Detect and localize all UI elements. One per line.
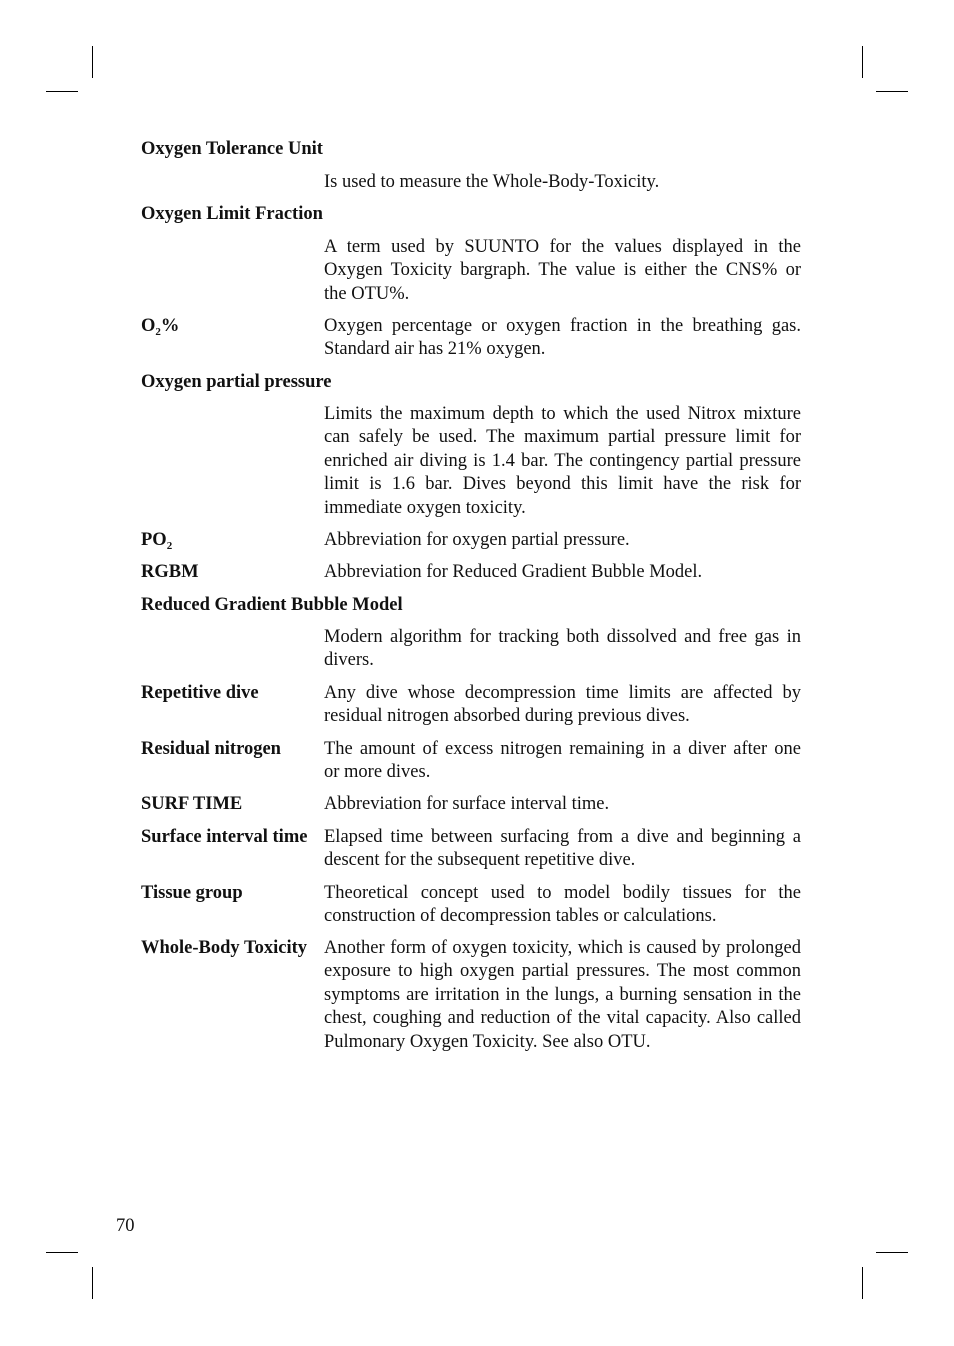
definition-line: limit is 1.6 bar. Dives beyond this limit have the risk for (324, 474, 801, 495)
definition-line: Oxygen percentage or oxygen fraction in the breathing gas. (324, 316, 801, 336)
crop-mark (876, 1252, 908, 1253)
definition-line: Abbreviation for Reduced Gradient Bubble Model. (324, 562, 703, 582)
definition-line: enriched air diving is 1.4 bar. The contingency partial pressure (324, 450, 801, 471)
definition-line: construction of decompression tables or calculations. (324, 906, 717, 927)
glossary-term: Surface interval time (141, 827, 308, 847)
glossary-term: RGBM (141, 562, 199, 582)
glossary-definition (324, 315, 801, 362)
crop-mark (876, 91, 908, 92)
glossary-definition (324, 882, 801, 929)
glossary-definition (324, 171, 801, 194)
definition-line: Pulmonary Oxygen Toxicity. See also OTU. (324, 1031, 651, 1052)
glossary-term: Tissue group (141, 883, 243, 903)
definition-line: A term used by SUUNTO for the values displayed in the (324, 237, 801, 257)
glossary-definition (324, 561, 801, 584)
glossary-definition (324, 626, 801, 673)
definition-line: the OTU%. (324, 283, 410, 304)
glossary-definition (324, 682, 801, 729)
definition-line: Abbreviation for oxygen partial pressure. (324, 530, 630, 550)
definition-line: residual nitrogen absorbed during previous dives. (324, 706, 690, 727)
definition-line: chest, coughing and reduction of the vital capacity. Also called (324, 1008, 801, 1029)
definition-line: exposure to high oxygen partial pressures. The most common (324, 961, 801, 982)
glossary-term: Oxygen Limit Fraction (141, 204, 323, 224)
glossary-term: SURF TIME (141, 794, 243, 814)
crop-mark (92, 1267, 93, 1299)
crop-mark (862, 46, 863, 78)
glossary-definition (324, 236, 801, 306)
definition-line: Modern algorithm for tracking both dissolved and free gas in (324, 627, 801, 647)
glossary-definition (324, 403, 801, 520)
glossary-term: Oxygen partial pressure (141, 372, 332, 392)
definition-line: Oxygen Toxicity bargraph. The value is either the CNS% or (324, 260, 801, 281)
definition-line: or more dives. (324, 762, 431, 783)
definition-line: can safely be used. The maximum partial pressure limit for (324, 427, 801, 448)
glossary-term: $PO_2$ (141, 530, 173, 552)
crop-mark (92, 46, 93, 78)
definition-line: immediate oxygen toxicity. (324, 497, 526, 518)
definition-line: Limits the maximum depth to which the used Nitrox mixture (324, 404, 801, 424)
glossary-term: Reduced Gradient Bubble Model (141, 595, 403, 615)
crop-mark (862, 1267, 863, 1299)
definition-line: Elapsed time between surfacing from a dive and beginning a (324, 827, 801, 847)
glossary-term: Residual nitrogen (141, 739, 281, 759)
glossary-term: Oxygen Tolerance Unit (141, 139, 323, 159)
crop-mark (46, 91, 78, 92)
glossary-term: Whole-Body Toxicity (141, 938, 308, 958)
definition-line: descent for the subsequent repetitive dive. (324, 850, 636, 871)
glossary-term: Repetitive dive (141, 683, 259, 703)
definition-line: Is used to measure the Whole-Body-Toxicity. (324, 172, 660, 192)
glossary-definition (324, 937, 801, 1054)
crop-mark (46, 1252, 78, 1253)
definition-line: symptoms are irritation in the lungs, a burning sensation in the (324, 984, 801, 1005)
definition-line: Another form of oxygen toxicity, which is caused by prolonged (324, 938, 801, 958)
glossary-definition (324, 738, 801, 785)
glossary-definition (324, 529, 801, 552)
definition-line: The amount of excess nitrogen remaining in a diver after one (324, 739, 801, 759)
definition-line: Standard air has 21% oxygen. (324, 339, 546, 360)
glossary-definition (324, 793, 801, 816)
definition-line: Abbreviation for surface interval time. (324, 794, 610, 814)
definition-line: Any dive whose decompression time limits are affected by (324, 683, 801, 703)
page-number: 70 (116, 1216, 135, 1236)
glossary-term: $O_2\%$ (141, 316, 180, 338)
glossary-definition (324, 826, 801, 873)
definition-line: Theoretical concept used to model bodily tissues for the (324, 883, 801, 903)
definition-line: divers. (324, 650, 374, 671)
